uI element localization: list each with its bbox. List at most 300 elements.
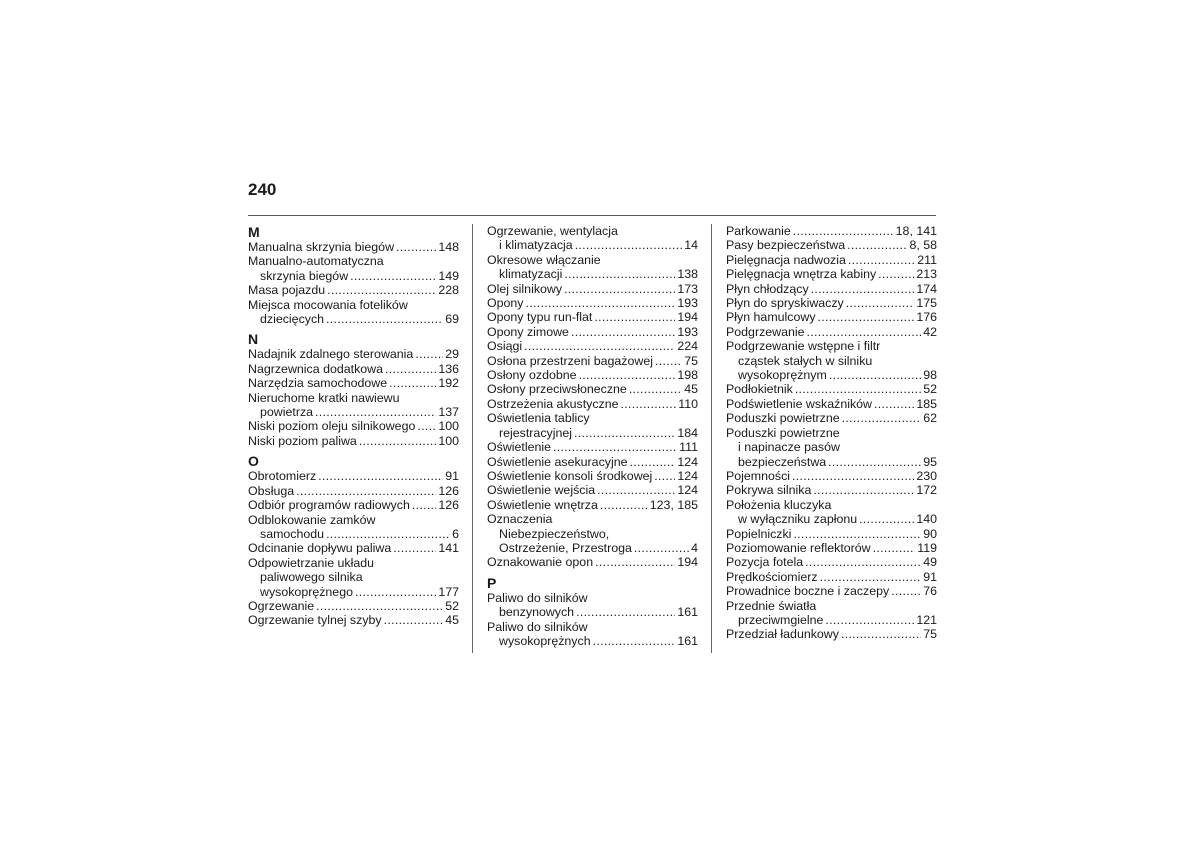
- dot-leader: [818, 310, 915, 324]
- index-entry-line: [487, 426, 698, 440]
- index-page-ref: 140: [916, 512, 937, 527]
- index-entry: [248, 240, 459, 254]
- index-entry-line: [487, 555, 698, 569]
- index-entry: [726, 599, 937, 628]
- index-page-ref: 126: [438, 498, 459, 513]
- index-entry: [248, 556, 459, 599]
- index-page-ref: 95: [923, 454, 937, 469]
- index-entry: [487, 282, 698, 296]
- index-entry-line: [487, 253, 698, 267]
- index-term: w wyłączniku zapłonu: [738, 512, 858, 527]
- dot-leader: [350, 269, 436, 283]
- index-entry: [726, 296, 937, 310]
- index-page-ref: 90: [923, 526, 937, 541]
- index-entry: [726, 498, 937, 527]
- index-entry-line: [487, 455, 698, 469]
- index-term: Oświetlenia tablicy: [487, 411, 590, 426]
- index-term: Obrotomierz: [248, 469, 317, 484]
- index-page-ref: 136: [438, 361, 459, 376]
- index-term: Popielniczki: [726, 526, 792, 541]
- index-entry-line: [487, 634, 698, 648]
- dot-leader: [296, 484, 436, 498]
- index-entry-line: [726, 282, 937, 296]
- index-entry: [487, 620, 698, 649]
- index-term: samochodu: [260, 526, 325, 541]
- index-entry: [248, 283, 459, 297]
- index-page-ref: 4: [691, 540, 698, 555]
- index-term: Osłony ozdobne: [487, 368, 577, 383]
- index-entry-line: [487, 382, 698, 396]
- dot-leader: [327, 283, 436, 297]
- index-entry-line: [487, 397, 698, 411]
- index-entry-line: [248, 613, 459, 627]
- dot-leader: [385, 362, 436, 376]
- index-term: Nadajnik zdalnego sterowania: [248, 347, 414, 362]
- index-term: Oświetlenie wejścia: [487, 483, 596, 498]
- index-entry-line: [248, 240, 459, 254]
- index-entry: [487, 368, 698, 382]
- index-page-ref: 91: [923, 569, 937, 584]
- index-entry-line: [487, 483, 698, 497]
- index-entry: [248, 254, 459, 283]
- index-page-ref: 110: [678, 396, 698, 411]
- index-entry-line: [248, 498, 459, 512]
- index-page-ref: 45: [445, 613, 459, 628]
- index-page-ref: 126: [438, 483, 459, 498]
- index-entry-line: [726, 339, 937, 353]
- index-entry-line: [487, 527, 698, 541]
- index-entry: [487, 354, 698, 368]
- dot-leader: [396, 240, 436, 254]
- index-page-ref: 211: [917, 252, 937, 267]
- index-term: Pielęgnacja wnętrza kabiny: [726, 267, 877, 282]
- dot-leader: [576, 605, 675, 619]
- index-page-ref: 228: [438, 283, 459, 298]
- index-entry-line: [726, 613, 937, 627]
- index-entry-line: [248, 283, 459, 297]
- index-term: Płyn chłodzący: [726, 281, 809, 296]
- index-page-ref: 98: [923, 368, 937, 383]
- index-entry: [726, 426, 937, 469]
- index-column-2: [487, 224, 698, 648]
- index-page-ref: 193: [677, 324, 698, 339]
- index-term: Podgrzewanie wstępne i filtr: [726, 339, 881, 354]
- index-entry: [487, 469, 698, 483]
- index-term: Ogrzewanie tylnej szyby: [248, 613, 382, 628]
- index-term: Olej silnikowy: [487, 281, 563, 296]
- index-term: Podłokietnik: [726, 382, 793, 397]
- index-entry-line: [726, 354, 937, 368]
- index-page-ref: 198: [677, 368, 698, 383]
- index-entry: [726, 584, 937, 598]
- index-page-ref: 194: [677, 310, 698, 325]
- index-entry-line: [487, 605, 698, 619]
- index-entry: [487, 440, 698, 454]
- index-entry: [726, 310, 937, 324]
- index-entry-line: [487, 620, 698, 634]
- index-entry: [726, 627, 937, 641]
- dot-leader: [842, 411, 922, 425]
- index-page-ref: 123, 185: [649, 497, 698, 512]
- index-entry: [487, 498, 698, 512]
- dot-leader: [315, 405, 436, 419]
- index-entry: [726, 541, 937, 555]
- column-divider: [472, 224, 473, 653]
- index-entry-line: [726, 224, 937, 238]
- index-term: paliwowego silnika: [260, 570, 363, 585]
- index-entry-line: [726, 584, 937, 598]
- index-page-ref: 62: [923, 411, 937, 426]
- index-term: Prowadnice boczne i zaczepy: [726, 584, 890, 599]
- index-page-ref: 91: [445, 469, 459, 484]
- index-term: Osiągi: [487, 339, 523, 354]
- index-page-ref: 100: [438, 419, 459, 434]
- index-page-ref: 69: [445, 312, 459, 327]
- dot-leader: [571, 325, 675, 339]
- index-entry: [487, 455, 698, 469]
- index-term: Pojemności: [726, 468, 791, 483]
- index-entry: [726, 469, 937, 483]
- index-entry-line: [487, 411, 698, 425]
- dot-leader: [316, 599, 443, 613]
- index-entry-line: [487, 498, 698, 512]
- index-page-ref: 8, 58: [909, 238, 937, 253]
- dot-leader: [793, 224, 894, 238]
- dot-leader: [654, 469, 675, 483]
- index-term: Oświetlenie asekuracyjne: [487, 454, 628, 469]
- dot-leader: [575, 238, 683, 252]
- index-entry-line: [726, 310, 937, 324]
- index-entry: [248, 419, 459, 433]
- index-page-ref: 76: [923, 584, 937, 599]
- index-page-ref: 124: [677, 483, 698, 498]
- index-page-ref: 52: [923, 382, 937, 397]
- index-term: Odbiór programów radiowych: [248, 498, 410, 513]
- dot-leader: [805, 555, 921, 569]
- dot-leader: [574, 426, 675, 440]
- index-entry-line: [248, 434, 459, 448]
- index-entry: [726, 238, 937, 252]
- index-entry-line: [726, 325, 937, 339]
- index-entry-line: [726, 253, 937, 267]
- index-term: Ostrzeżenia akustyczne: [487, 396, 619, 411]
- index-entry-line: [248, 469, 459, 483]
- index-entry-line: [726, 368, 937, 382]
- index-entry-line: [726, 512, 937, 526]
- index-entry-line: [487, 267, 698, 281]
- index-page-ref: 149: [438, 268, 459, 283]
- index-term: Odpowietrzanie układu: [248, 555, 375, 570]
- index-term: klimatyzacji: [499, 267, 563, 282]
- index-term: Pasy bezpieczeństwa: [726, 238, 846, 253]
- index-term: przeciwmgielne: [738, 612, 824, 627]
- index-term: Narzędzia samochodowe: [248, 376, 388, 391]
- index-entry: [248, 513, 459, 542]
- index-entry: [248, 469, 459, 483]
- index-term: dziecięcych: [260, 312, 325, 327]
- index-page-ref: 42: [923, 324, 937, 339]
- dot-leader: [859, 512, 914, 526]
- index-entry: [248, 484, 459, 498]
- index-entry: [487, 591, 698, 620]
- index-letter-heading: O: [248, 453, 259, 470]
- index-entry: [726, 282, 937, 296]
- index-entry: [248, 298, 459, 327]
- dot-leader: [630, 455, 676, 469]
- index-term: Płyn do spryskiwaczy: [726, 296, 844, 311]
- index-page-ref: 185: [916, 396, 937, 411]
- index-page-ref: 194: [677, 555, 698, 570]
- index-term: Paliwo do silników: [487, 619, 588, 634]
- index-entry: [248, 347, 459, 361]
- dot-leader: [828, 455, 921, 469]
- index-entry: [248, 434, 459, 448]
- page-number: 240: [248, 180, 277, 199]
- index-entry: [487, 382, 698, 396]
- index-entry: [726, 253, 937, 267]
- index-entry-line: [726, 498, 937, 512]
- index-page-ref: 230: [916, 468, 937, 483]
- index-term: Odblokowanie zamków: [248, 512, 376, 527]
- index-term: Ostrzeżenie, Przestroga: [499, 540, 632, 555]
- index-page-ref: 18, 141: [895, 224, 937, 238]
- index-entry-line: [726, 382, 937, 396]
- index-entry-line: [248, 513, 459, 527]
- index-page-ref: 161: [677, 605, 698, 620]
- index-term: Oświetlenie konsoli środkowej: [487, 468, 653, 483]
- index-term: Poduszki powietrzne: [726, 425, 840, 440]
- dot-leader: [793, 527, 921, 541]
- index-term: Obsługa: [248, 483, 295, 498]
- index-term: powietrza: [260, 405, 314, 420]
- index-page-ref: 137: [438, 405, 459, 420]
- index-term: skrzynia biegów: [260, 268, 349, 283]
- dot-leader: [393, 541, 436, 555]
- index-term: Położenia kluczyka: [726, 497, 832, 512]
- index-entry: [248, 498, 459, 512]
- index-entry: [487, 253, 698, 282]
- dot-leader: [359, 434, 437, 448]
- index-entry-line: [248, 254, 459, 268]
- index-entry: [726, 555, 937, 569]
- dot-leader: [874, 397, 914, 411]
- index-page-ref: 29: [445, 347, 459, 362]
- dot-leader: [355, 585, 436, 599]
- index-term: Ogrzewanie, wentylacja: [487, 224, 618, 238]
- dot-leader: [811, 282, 915, 296]
- index-page-ref: 174: [916, 281, 937, 296]
- index-page-ref: 141: [438, 541, 459, 556]
- dot-leader: [524, 339, 675, 353]
- index-term: Płyn hamulcowy: [726, 310, 816, 325]
- index-term: Miejsca mocowania fotelików: [248, 297, 408, 312]
- index-term: Oznaczenia: [487, 512, 553, 527]
- index-entry-line: [487, 296, 698, 310]
- index-entry-line: [248, 541, 459, 555]
- index-entry: [248, 376, 459, 390]
- index-page-ref: 175: [916, 296, 937, 311]
- index-page-ref: 124: [677, 468, 698, 483]
- index-page-ref: 138: [677, 267, 698, 282]
- index-entry-line: [487, 440, 698, 454]
- index-entry-line: [487, 368, 698, 382]
- index-term: rejestracyjnej: [499, 425, 572, 440]
- index-term: Podgrzewanie: [726, 324, 805, 339]
- index-page-ref: 45: [684, 382, 698, 397]
- dot-leader: [593, 634, 676, 648]
- index-page-ref: 14: [684, 238, 698, 253]
- index-entry: [726, 339, 937, 382]
- index-term: Oznakowanie opon: [487, 555, 594, 570]
- dot-leader: [594, 310, 675, 324]
- index-entry-line: [726, 555, 937, 569]
- index-entry-line: [726, 440, 937, 454]
- index-entry: [248, 599, 459, 613]
- index-entry-line: [248, 269, 459, 283]
- index-entry: [726, 527, 937, 541]
- index-entry-line: [726, 627, 937, 641]
- index-entry-line: [487, 541, 698, 555]
- index-term: Niski poziom paliwa: [248, 433, 357, 448]
- dot-leader: [526, 296, 676, 310]
- index-page-ref: 124: [677, 454, 698, 469]
- index-entry-line: [248, 391, 459, 405]
- index-entry-line: [248, 484, 459, 498]
- index-term: Manualna skrzynia biegów: [248, 240, 395, 254]
- dot-leader: [564, 267, 675, 281]
- index-entry: [726, 382, 937, 396]
- dot-leader: [326, 527, 450, 541]
- dot-leader: [807, 325, 922, 339]
- dot-leader: [412, 498, 436, 512]
- dot-leader: [384, 613, 444, 627]
- dot-leader: [813, 483, 914, 497]
- index-page-ref: 119: [917, 540, 937, 555]
- index-page-ref: 184: [677, 425, 698, 440]
- index-term: Pozycja fotela: [726, 555, 804, 570]
- index-page-ref: 161: [677, 633, 698, 648]
- dot-leader: [655, 354, 682, 368]
- index-column-1: [248, 224, 459, 628]
- index-entry-line: [248, 362, 459, 376]
- dot-leader: [595, 555, 675, 569]
- index-page-ref: 6: [452, 526, 459, 541]
- index-page-ref: 100: [438, 433, 459, 448]
- index-letter-heading: N: [248, 331, 259, 348]
- index-entry-line: [487, 282, 698, 296]
- index-page-ref: 111: [679, 440, 698, 455]
- index-page-ref: 121: [916, 612, 937, 627]
- index-term: Poduszki powietrzne: [726, 411, 840, 426]
- index-page-ref: 193: [677, 296, 698, 311]
- index-entry-line: [248, 585, 459, 599]
- index-term: Opony typu run-flat: [487, 310, 593, 325]
- dot-leader: [579, 368, 676, 382]
- index-entry-line: [487, 325, 698, 339]
- index-entry: [726, 325, 937, 339]
- dot-leader: [873, 541, 916, 555]
- index-term: Pokrywa silnika: [726, 483, 812, 498]
- index-page-ref: 177: [438, 584, 459, 599]
- dot-leader: [847, 238, 907, 252]
- dot-leader: [629, 382, 682, 396]
- index-term: Odcinanie dopływu paliwa: [248, 541, 392, 556]
- index-term: Przednie światła: [726, 598, 817, 613]
- index-term: Opony: [487, 296, 524, 311]
- index-entry: [487, 555, 698, 569]
- dot-leader: [415, 347, 443, 361]
- dot-leader: [600, 498, 648, 512]
- index-entry: [726, 570, 937, 584]
- index-entry: [248, 391, 459, 420]
- index-page-ref: 192: [438, 376, 459, 391]
- index-entry-line: [248, 419, 459, 433]
- dot-leader: [846, 296, 915, 310]
- column-divider: [711, 224, 712, 653]
- index-term: wysokoprężnego: [260, 584, 353, 599]
- index-entry-line: [726, 570, 937, 584]
- index-entry-line: [487, 591, 698, 605]
- index-entry-line: [726, 541, 937, 555]
- index-column-3: [726, 224, 937, 642]
- dot-leader: [621, 397, 677, 411]
- index-term: Masa pojazdu: [248, 283, 326, 298]
- index-entry-line: [726, 483, 937, 497]
- index-entry: [487, 296, 698, 310]
- index-entry: [487, 224, 698, 253]
- index-page-ref: 172: [916, 483, 937, 498]
- index-entry-line: [726, 267, 937, 281]
- index-entry-line: [248, 347, 459, 361]
- index-entry-line: [487, 224, 698, 238]
- dot-leader: [878, 267, 914, 281]
- index-entry-line: [726, 238, 937, 252]
- index-term: Nagrzewnica dodatkowa: [248, 361, 383, 376]
- index-term: Przedział ładunkowy: [726, 627, 839, 642]
- index-page-ref: 49: [923, 555, 937, 570]
- index-term: Oświetlenie: [487, 440, 552, 455]
- index-entry-line: [726, 469, 937, 483]
- index-page-ref: 176: [916, 310, 937, 325]
- index-term: Niski poziom oleju silnikowego: [248, 419, 416, 434]
- index-entry-line: [487, 354, 698, 368]
- index-entry: [487, 339, 698, 353]
- index-entry: [487, 310, 698, 324]
- index-entry-line: [726, 411, 937, 425]
- index-term: bezpieczeństwa: [738, 454, 827, 469]
- index-entry: [487, 397, 698, 411]
- dot-leader: [564, 282, 675, 296]
- index-term: i napinacze pasów: [738, 440, 840, 455]
- dot-leader: [417, 419, 436, 433]
- index-entry-line: [726, 527, 937, 541]
- index-letter-heading: P: [487, 574, 497, 591]
- index-page-ref: 224: [677, 339, 698, 354]
- dot-leader: [318, 469, 443, 483]
- index-entry-line: [726, 599, 937, 613]
- index-page-ref: 213: [916, 267, 937, 282]
- index-term: Poziomowanie reflektorów: [726, 540, 871, 555]
- index-term: Podświetlenie wskaźników: [726, 396, 873, 411]
- index-entry-line: [487, 469, 698, 483]
- dot-leader: [792, 469, 914, 483]
- dot-leader: [553, 440, 677, 454]
- index-term: Osłony przeciwsłoneczne: [487, 382, 627, 397]
- index-entry-line: [248, 570, 459, 584]
- index-term: Oświetlenie wnętrza: [487, 497, 598, 512]
- index-term: Pielęgnacja nadwozia: [726, 252, 846, 267]
- index-term: cząstek stałych w silniku: [738, 353, 873, 368]
